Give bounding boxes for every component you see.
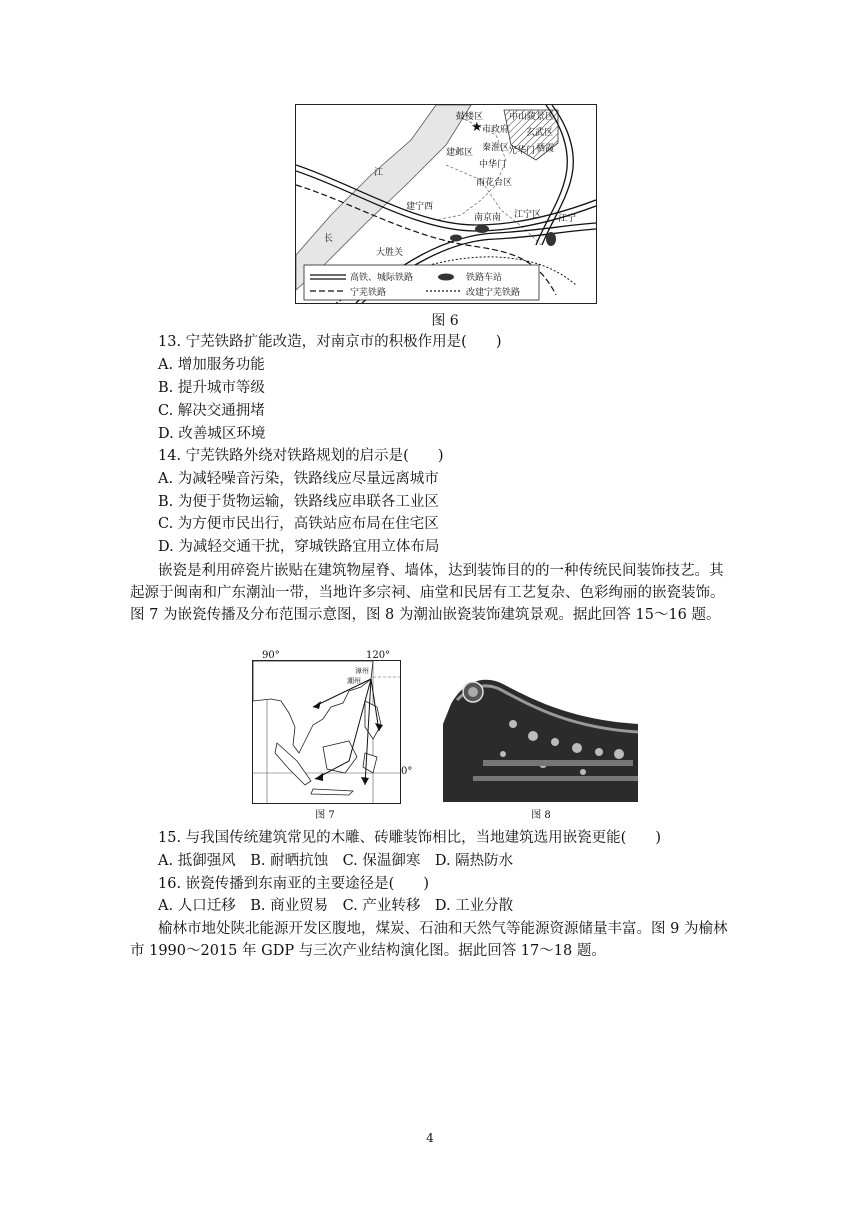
legend-label: 铁路车站 xyxy=(466,272,503,282)
passage-yulin: 榆林市地处陕北能源开发区腹地，煤炭、石油和天然气等能源资源储量丰富。图 9 为榆林市 1990～2015 年 GDP 与三次产业结构演化图。据此回答 17～18 题。 xyxy=(130,921,728,959)
map-label: 南京南 xyxy=(474,212,502,222)
map-label: 江宁 xyxy=(558,213,577,223)
figure-7-lon-120: 120° xyxy=(366,650,391,661)
legend-label: 高铁、城际铁路 xyxy=(350,272,414,282)
station-marker xyxy=(475,225,489,233)
question-14-option-a: A. 为减轻噪音污染，铁路线应尽量远离城市 xyxy=(158,471,439,487)
map-label: 中华门 xyxy=(479,159,507,169)
figure-7-caption: 图 7 xyxy=(315,810,335,821)
legend-label: 宁芜铁路 xyxy=(350,287,387,297)
figure-8-caption: 图 8 xyxy=(531,810,551,821)
question-13-option-a: A. 增加服务功能 xyxy=(158,357,265,373)
map-label: 建宁西 xyxy=(406,201,434,211)
map-label: 建邺区 xyxy=(446,147,474,157)
map-label: 市政府 xyxy=(482,124,510,134)
station-marker xyxy=(546,232,556,246)
question-16-stem: 16. 嵌瓷传播到东南亚的主要途径是( ) xyxy=(158,876,429,892)
map-label: 江宁区 xyxy=(514,209,542,219)
legend-station-swatch xyxy=(438,274,454,281)
place-label: 漳州 xyxy=(355,668,369,675)
star-icon: ★ xyxy=(471,120,483,135)
figure-7-lon-90: 90° xyxy=(262,650,280,661)
sulawesi xyxy=(363,753,377,773)
passage-inlaid-porcelain: 嵌瓷是利用碎瓷片嵌贴在建筑物屋脊、墙体，达到装饰目的的一种传统民间装饰技艺。其起源于闽南和广东潮汕一带，当地许多宗祠、庙堂和民居有工艺复杂、色彩绚丽的嵌瓷装饰。图 7 为嵌瓷传播及分布范围示意图，图 8 为潮汕嵌瓷装饰建筑景观。据此回答 15～16 题。 xyxy=(130,563,725,623)
figure-6-map xyxy=(295,104,597,304)
page-number: 4 xyxy=(426,1131,434,1145)
map-label: 中山陵景区 xyxy=(509,111,555,121)
map-label: 雨花台区 xyxy=(476,177,513,187)
map-label: 栖霞 xyxy=(536,143,555,153)
philippines xyxy=(365,701,381,739)
figure-6-caption: 图 6 xyxy=(431,313,459,329)
question-14-option-c: C. 为方便市民出行，高铁站应布局在住宅区 xyxy=(158,516,439,532)
station-marker xyxy=(450,235,462,242)
figure-6-svg xyxy=(296,105,596,303)
figure-7-map xyxy=(252,660,401,804)
legend-label: 改建宁芜铁路 xyxy=(466,287,521,297)
ornament-center xyxy=(468,687,478,697)
yangtze-river xyxy=(296,105,474,290)
question-14-option-b: B. 为便于货物运输，铁路线应串联各工业区 xyxy=(158,494,439,510)
figure-8-photo xyxy=(443,664,638,802)
borneo xyxy=(323,741,357,773)
question-16-options: A. 人口迁移 B. 商业贸易 C. 产业转移 D. 工业分散 xyxy=(158,898,514,914)
place-label: 潮州 xyxy=(347,678,361,685)
map-label: 光华门 xyxy=(508,145,536,155)
figure-7-lat-0: 0° xyxy=(401,766,413,777)
question-13-option-c: C. 解决交通拥堵 xyxy=(158,403,265,419)
sumatra xyxy=(275,743,311,785)
java xyxy=(311,789,353,795)
question-13-stem: 13. 宁芜铁路扩能改造，对南京市的积极作用是( ) xyxy=(158,334,502,350)
question-13-option-d: D. 改善城区环境 xyxy=(158,426,266,442)
question-15-options: A. 抵御强风 B. 耐晒抗蚀 C. 保温御寒 D. 隔热防水 xyxy=(158,853,514,869)
question-14-stem: 14. 宁芜铁路外绕对铁路规划的启示是( ) xyxy=(158,448,444,464)
map-label: 鼓楼区 xyxy=(456,111,484,121)
map-label: 江 xyxy=(374,167,384,177)
map-label: 秦淮区 xyxy=(482,142,510,152)
map-label: 长 xyxy=(324,233,334,243)
figure-8-svg xyxy=(443,664,638,802)
question-13-option-b: B. 提升城市等级 xyxy=(158,380,265,396)
map-label: 玄武区 xyxy=(526,127,554,137)
question-14-option-d: D. 为减轻交通干扰，穿城铁路宜用立体布局 xyxy=(158,539,440,555)
figure-7-svg xyxy=(253,661,400,803)
map-label: 大胜关 xyxy=(376,247,404,257)
question-15-stem: 15. 与我国传统建筑常见的木雕、砖雕装饰相比，当地建筑选用嵌瓷更能( ) xyxy=(158,830,661,846)
